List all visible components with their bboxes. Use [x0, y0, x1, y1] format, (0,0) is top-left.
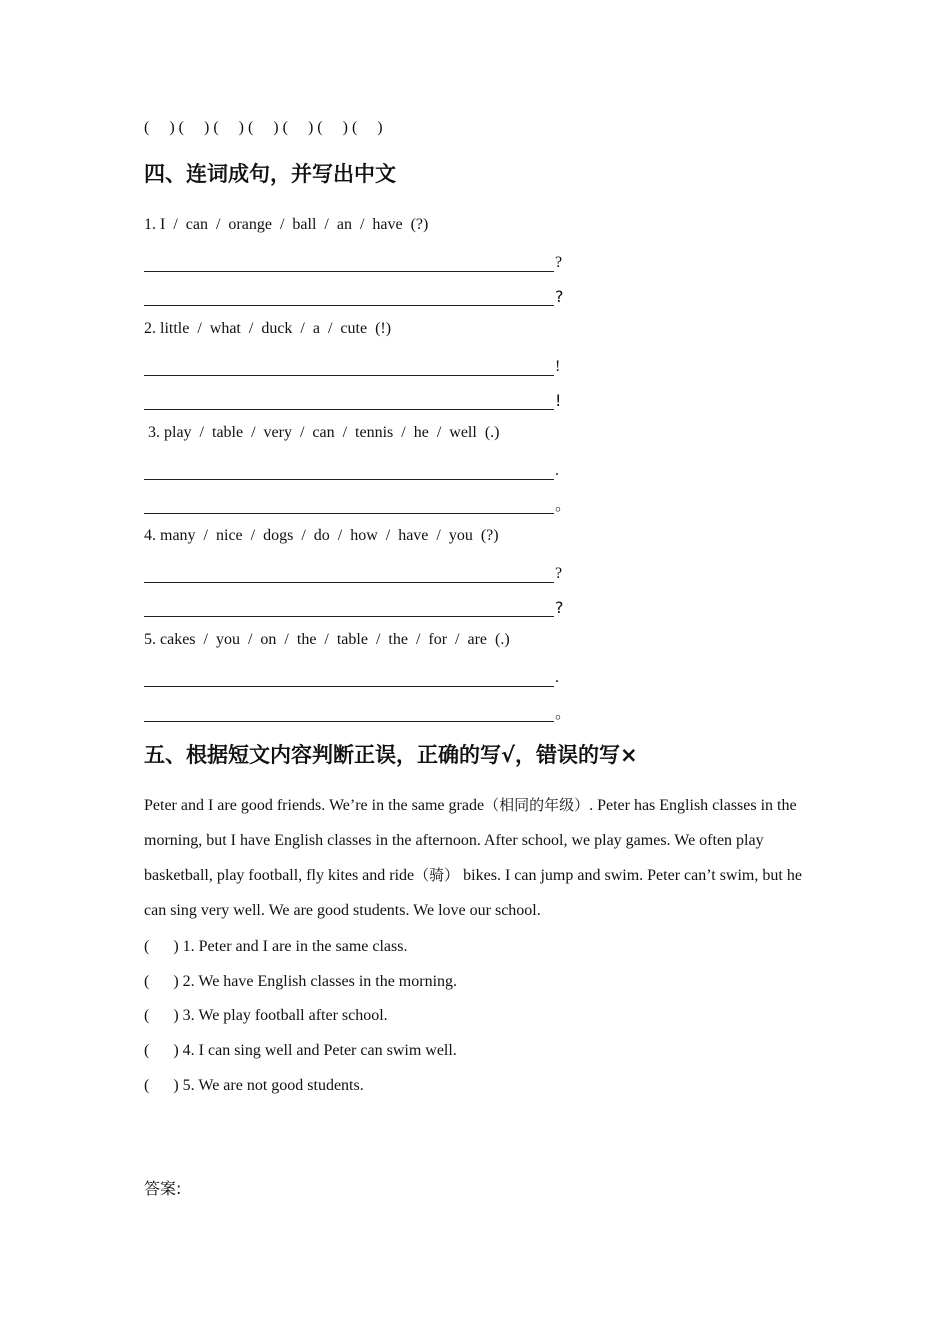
answer-key-label: 答案: [144, 1179, 182, 1198]
q5-prompt: 5. cakes / you / on / the / table / the / for / are (.) [144, 631, 510, 648]
q3-answer-line-chinese[interactable] [144, 492, 571, 514]
q2-punct-2: ! [555, 391, 562, 410]
q5-answer-line-english[interactable] [144, 665, 559, 687]
q5-punct-1: . [555, 669, 559, 686]
q2-prompt: 2. little / what / duck / a / cute (!) [144, 320, 392, 337]
q1-answer-line-english[interactable] [144, 250, 562, 272]
top-answer-brackets: ( ) ( ) ( ) ( ) ( ) ( ) ( ) [144, 119, 383, 136]
tf-statement-4[interactable]: ( ) 4. I can sing well and Peter can swim well. [144, 1042, 457, 1059]
q2-punct-1: ! [555, 358, 561, 375]
reading-passage [144, 788, 814, 928]
tf-statement-1[interactable]: ( ) 1. Peter and I are in the same class. [144, 938, 408, 955]
q3-answer-line-english[interactable] [144, 458, 559, 480]
q4-answer-line-chinese[interactable] [144, 595, 564, 617]
q1-answer-line-chinese[interactable] [144, 284, 564, 306]
tf-statement-5[interactable]: ( ) 5. We are not good students. [144, 1077, 364, 1094]
passage-text-3: bikes. I can jump and swim. Peter can’t swim, but he can sing very well. We are good students. We love our school. [144, 867, 802, 919]
q1-prompt: 1. I / can / orange / ball / an / have (?) [144, 216, 429, 233]
q1-punct-1: ? [555, 254, 563, 271]
passage-note-ride: （骑） [414, 866, 460, 884]
tf-statement-3[interactable]: ( ) 3. We play football after school. [144, 1007, 388, 1024]
q3-prompt: 3. play / table / very / can / tennis / he / well (.) [144, 424, 500, 441]
q4-prompt: 4. many / nice / dogs / do / how / have / you (?) [144, 527, 499, 544]
section4-heading: 四、连词成句，并写出中文 [144, 162, 396, 186]
q3-punct-1: . [555, 462, 559, 479]
section5-heading: 五、根据短文内容判断正误，正确的写√，错误的写× [144, 743, 638, 767]
q2-answer-line-english[interactable] [144, 354, 560, 376]
passage-text-2: . Peter has English classes in the morning, but I have English classes in the afternoon. After school, we play games. We often play basketball, play football, fly kites and ride [144, 797, 797, 884]
q2-answer-line-chinese[interactable] [144, 388, 561, 410]
q4-punct-2: ? [555, 598, 564, 617]
passage-note-same-grade: （相同的年级） [484, 796, 590, 814]
passage-text-1: Peter and I are good friends. We’re in the same grade [144, 797, 485, 814]
tf-statement-2[interactable]: ( ) 2. We have English classes in the morning. [144, 973, 458, 990]
q1-punct-2: ? [555, 287, 564, 306]
q4-answer-line-english[interactable] [144, 561, 562, 583]
q4-punct-1: ? [555, 565, 563, 582]
q3-punct-2: 。 [555, 495, 572, 514]
q5-punct-2: 。 [555, 703, 572, 722]
q5-answer-line-chinese[interactable] [144, 700, 571, 722]
